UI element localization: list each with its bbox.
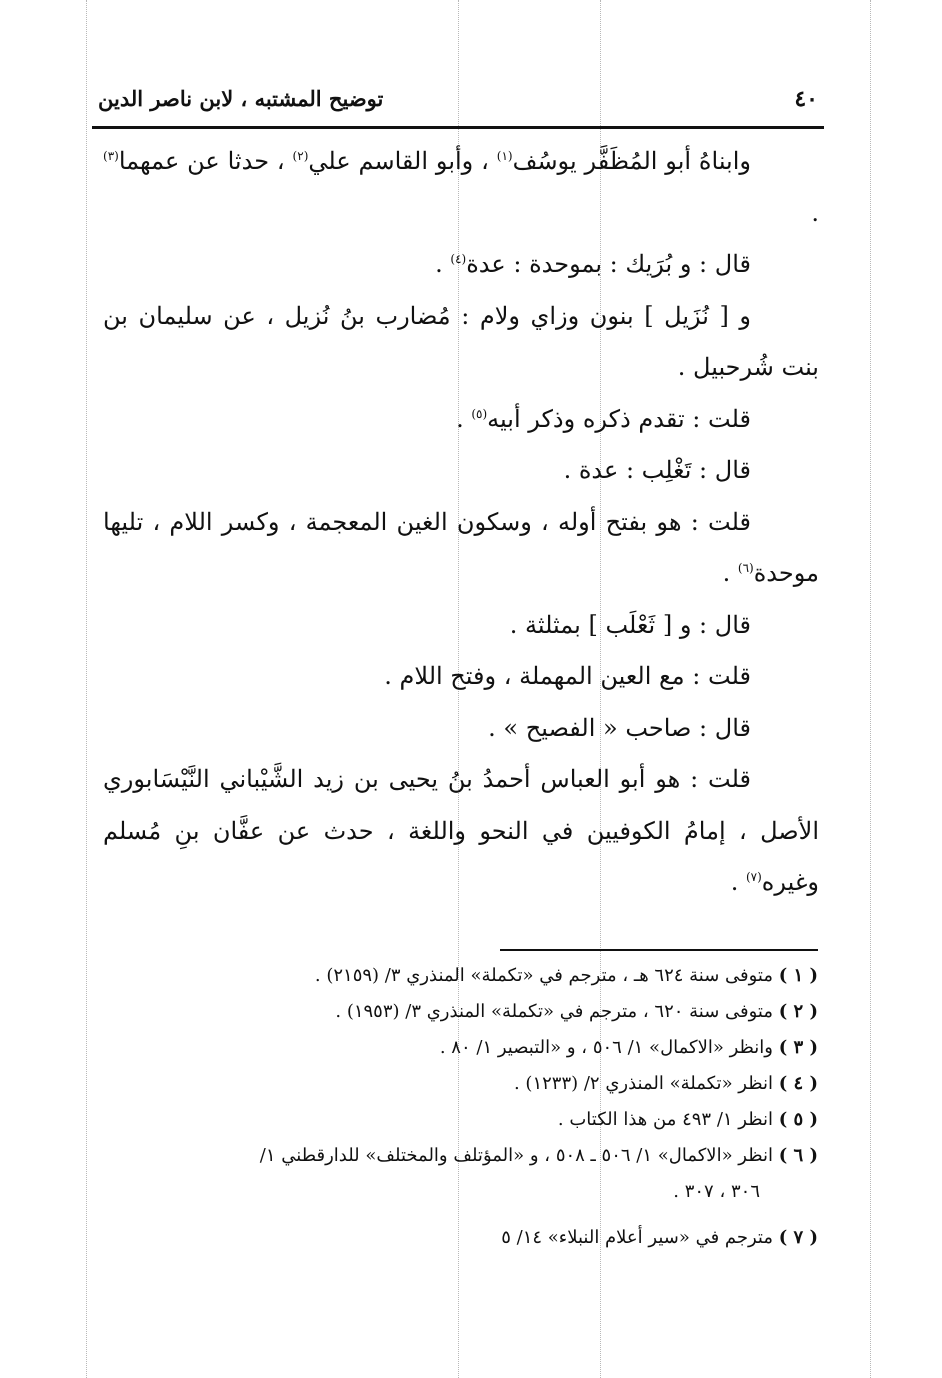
footnote-continuation: ٣٠٦ ، ٣٠٧ . — [673, 1181, 760, 1202]
footnote-ref: (٤) — [450, 252, 467, 266]
text-run: وابناهُ أبو المُظَفَّر يوسُف — [512, 147, 751, 175]
paragraph: و [ نُزَيل ] بنون وزاي ولام : مُضارب بنُ نُزيل ، عن سليمان بن بنت شُرحبيل . — [103, 301, 819, 381]
footnote-number: ( ٢ ) — [778, 1001, 818, 1022]
paragraph — [103, 394, 819, 446]
footnote-text: مترجم في «سير أعلام النبلاء» ١٤/ ٥ — [501, 1227, 779, 1248]
footnote — [100, 1102, 818, 1138]
footnote-ref: (٢) — [292, 149, 309, 163]
text-run: . — [811, 198, 819, 227]
footnote-ref: (٥) — [471, 406, 488, 421]
footnote-text: انظر «الاكمال» ١/ ٥٠٦ ـ ٥٠٨ ، و «المؤتلف والمختلف» للدارقطني ١/ — [259, 1145, 779, 1166]
paragraph — [103, 754, 819, 909]
text-run: قال : و بُرَيك : بموحدة : عدة — [466, 250, 751, 278]
text-run: قلت : هو أبو العباس أحمدُ بنُ يحيى بن زيد الشَّيْباني النَّيْسَابوري الأصل ، إمامُ الكوفيين في النحو واللغة ، حدث عن عفَّان بنِ مُسلم وغيره — [103, 765, 819, 896]
paragraph: قال : صاحب « الفصيح » . — [488, 713, 751, 742]
text-run: قلت : تقدم ذكره وذكر أبيه — [487, 404, 751, 433]
footnote-number: ( ١ ) — [778, 965, 818, 986]
text-run: . — [722, 559, 738, 587]
header-rule — [92, 126, 824, 129]
footnote-number: ( ٥ ) — [778, 1109, 818, 1130]
footnote-number: ( ٦ ) — [778, 1145, 818, 1166]
page-number: ٤٠ — [794, 86, 818, 112]
footnote — [100, 1030, 818, 1066]
paragraph: قال : و [ ثَعْلَب ] بمثلثة . — [509, 610, 751, 639]
footnote-text: متوفى سنة ٦٢٤ هـ ، مترجم في «تكملة» المنذري ٣/ (٢١٥٩) . — [314, 965, 779, 986]
scan-guide-line — [86, 0, 87, 1378]
footnote-ref: (٣) — [103, 149, 119, 163]
text-run: ، وأبو القاسم علي — [308, 147, 497, 175]
footnotes — [100, 958, 818, 1256]
footnote-separator — [500, 949, 818, 951]
running-title: توضيح المشتبه ، لابن ناصر الدين — [98, 86, 384, 111]
text-run: . — [730, 868, 746, 896]
footnote-number: ( ٤ ) — [778, 1073, 818, 1094]
footnote — [100, 1066, 818, 1102]
paragraph: قال : تَغْلِب : عدة . — [563, 456, 751, 484]
footnote — [100, 1220, 818, 1256]
text-run: ، حدثا عن عمهما — [118, 147, 293, 175]
footnote — [100, 958, 818, 994]
text-run: . — [435, 250, 451, 278]
footnote-text: انظر «تكملة» المنذري ٢/ (١٢٣٣) . — [513, 1073, 779, 1094]
footnote — [100, 994, 818, 1030]
footnote-number: ( ٧ ) — [778, 1227, 818, 1248]
text-run: . — [456, 404, 472, 433]
footnote-ref: (١) — [496, 149, 513, 163]
footnote-text: متوفى سنة ٦٢٠ ، مترجم في «تكملة» المنذري ٣/ (١٩٥٣) . — [335, 1001, 779, 1022]
main-text — [103, 136, 819, 909]
text-run: قلت : هو بفتح أوله ، وسكون الغين المعجمة ، وكسر اللام ، تليها موحدة — [103, 507, 819, 587]
footnote-number: ( ٣ ) — [778, 1037, 818, 1058]
scan-guide-line — [870, 0, 871, 1378]
page-header — [92, 80, 824, 124]
footnote-ref: (٦) — [737, 561, 754, 575]
paragraph — [103, 497, 819, 600]
paragraph — [103, 239, 819, 291]
footnote-text: وانظر «الاكمال» ١/ ٥٠٦ ، و «التبصير ١/ ٨٠ . — [439, 1037, 779, 1058]
paragraph: قلت : مع العين المهملة ، وفتح اللام . — [384, 662, 751, 690]
footnote-text: انظر ١/ ٤٩٣ من هذا الكتاب . — [557, 1109, 779, 1130]
paragraph — [103, 136, 819, 239]
footnote — [100, 1138, 818, 1174]
footnote-ref: (٧) — [745, 870, 762, 884]
